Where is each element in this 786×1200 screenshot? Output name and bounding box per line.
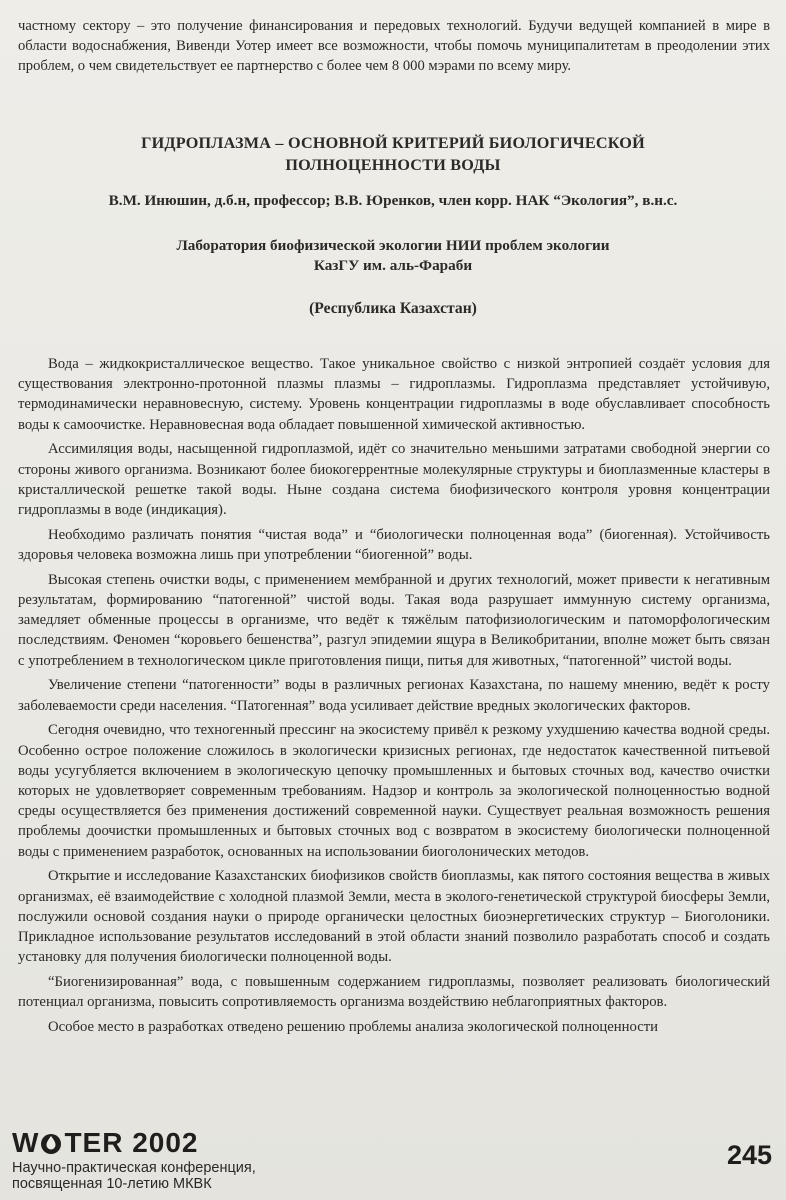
subtitle-line-2: посвященная 10-летию МКВК: [12, 1176, 212, 1192]
conference-logo: [12, 1128, 199, 1158]
affiliation-line-2: КазГУ им. аль-Фараби: [313, 257, 473, 274]
body-paragraph: Высокая степень очистки воды, с применением мембранной и других технологий, может привести к негативным результатам, формированию “патогенной” чистой воды. Такая вода разрушает иммунную систему организма, замедляет обменные процессы в организме, что ведёт к тяжёлым патофизиологическим и патоморфологическим последствиям. Феномен “коровьего бешенства”, разгул эпидемии ящура в Великобритании, вполне может быть связан с употреблением в технологическом цикле приготовления пищи, питья для животных, “патогенной” чистой воды.: [18, 571, 770, 669]
body-paragraph: Увеличение степени “патогенности” воды в различных регионах Казахстана, по нашему мнению, ведёт к росту заболеваемости среди населения. “Патогенная” вода усиливает действие вредных экологических факторов.: [18, 677, 770, 714]
intro-paragraph: частному сектору – это получение финансирования и передовых технологий. Будучи ведущей компанией в мире в области водоснабжения, Вивенди Уотер имеет все возможности, чтобы помочь муниципалитетам в преодолении этих проблем, о чем свидетельствует ее партнерство с более чем 8 000 мэрами по всему миру.: [18, 18, 770, 74]
article-body: [18, 354, 770, 1042]
page-number: 245: [726, 1140, 772, 1170]
body-paragraph: “Биогенизированная” вода, с повышенным содержанием гидроплазмы, позволяет реализовать биологический потенциал организма, повысить сопротивляемость организма воздействию неблагоприятных факторов.: [18, 974, 770, 1011]
affiliation-line-1: Лаборатория биофизической экологии НИИ проблем экологии: [176, 237, 610, 254]
body-paragraph: Особое место в разработках отведено решению проблемы анализа экологической полноценности: [48, 1019, 659, 1036]
affiliation: [40, 236, 746, 276]
body-paragraph: Необходимо различать понятия “чистая вода” и “биологически полноценная вода” (биогенная). Устойчивость здоровья человека возможна лишь при употреблении “биогенной” воды.: [18, 526, 770, 564]
authors-line: В.М. Инюшин, д.б.н, профессор; В.В. Юренков, член корр. НАК “Экология”, в.н.с.: [108, 192, 678, 209]
article-title: [40, 132, 746, 176]
body-paragraph: Ассимиляция воды, насыщенной гидроплазмой, идёт со значительно меньшими затратами свободной энергии со стороны живого организма. Возникают более биокогеррентные молекулярные структуры и биоплазменные кластеры в кристаллической решетке такой воды. Ныне создана система биофизического контроля уровня концентрации гидроплазмы в воде (индикация).: [18, 441, 770, 519]
country-line: (Республика Казахстан): [309, 300, 477, 317]
title-line-1: ГИДРОПЛАЗМА – ОСНОВНОЙ КРИТЕРИЙ БИОЛОГИЧЕСКОЙ: [141, 134, 645, 152]
subtitle-line-1: Научно-практическая конференция,: [12, 1160, 256, 1176]
body-paragraph: Сегодня очевидно, что техногенный прессинг на экосистему привёл к резкому ухудшению качества водной среды. Особенно острое положение сложилось в экологически кризисных регионах, где недостаток качественной питьевой воды усугубляется включением в экологическую цепочку промышленных и бытовых сточных вод, качество очистки которых не удовлетворяет современным требованиям. Надзор и контроль за экологической полноценностью водной среды осуществляется без применения достижений современной науки. Существует реальная возможность решения проблемы доочистки промышленных и бытовых сточных вод с возвратом в экосистему биологически полноценной воды с применением разработок, основанных на использовании биоголонических методов.: [18, 722, 770, 860]
conference-subtitle: [12, 1160, 256, 1192]
title-line-2: ПОЛНОЦЕННОСТИ ВОДЫ: [285, 156, 501, 174]
logo-letter-w: W: [12, 1127, 40, 1158]
logo-text: TER 2002: [64, 1127, 199, 1158]
water-drop-icon: [40, 1131, 62, 1155]
body-paragraph: Вода – жидкокристаллическое вещество. Такое уникальное свойство с низкой энтропией создаёт условия для существования электронно-протонной плазмы плазмы – гидроплазмы. Гидроплазма представляет устойчивую, термодинамически неравновесную, систему. Уровень концентрации гидроплазмы в воде обуславливает способность воды к самоочистке. Неравновесная вода обладает повышенной химической активностью.: [18, 356, 770, 433]
body-paragraph: Открытие и исследование Казахстанских биофизиков свойств биоплазмы, как пятого состояния вещества в живых организмах, её взаимодействие с холодной плазмой Земли, места в эколого-генетической структурой биосферы Земли, послужили основой создания науки о природе органически целостных биоэнергетических структур – Биоголоники. Прикладное использование результатов исследований в этой области знаний позволило разработать способ и создать установку для получения биологически полноценной воды.: [18, 868, 770, 966]
